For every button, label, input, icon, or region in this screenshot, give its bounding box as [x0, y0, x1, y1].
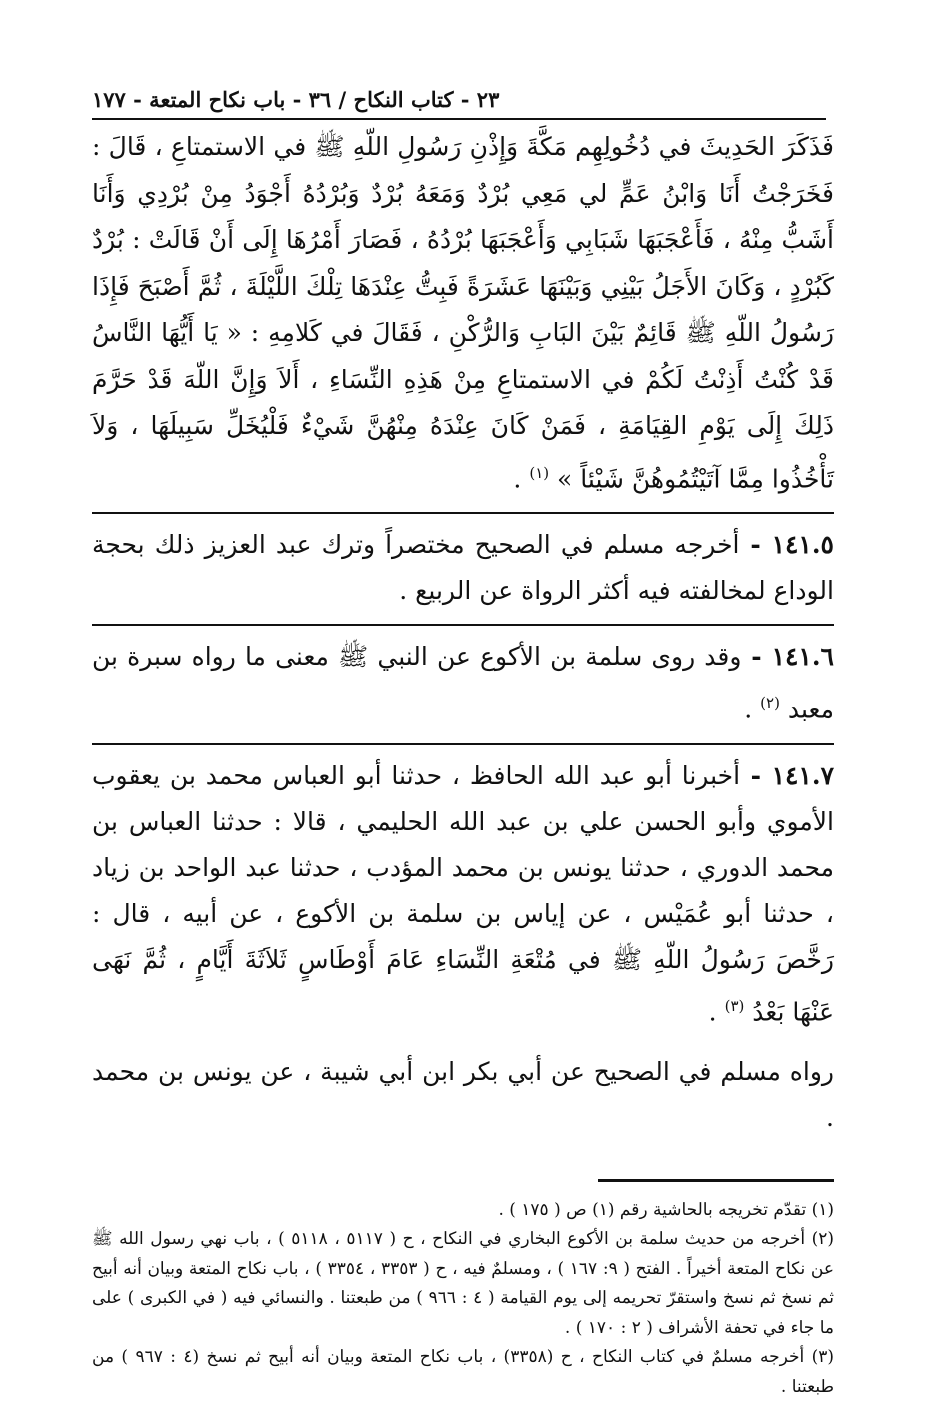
- footnote-3: (٣) أخرجه مسلمٌ في كتاب النكاح ، ح (٣٣٥٨) ، باب نكاح المتعة وبيان أنه أبيح ثم نسخ (٤ : ٩٦٧ ) من طبعتنا .: [92, 1347, 835, 1397]
- paragraph-number: ١٤١.٥ -: [739, 530, 834, 560]
- paragraph-number: ١٤١.٦ -: [741, 642, 834, 672]
- running-title: ٢٣ - كتاب النكاح / ٣٦ - باب نكاح المتعة - ١٧٧: [92, 87, 500, 112]
- section-divider: [92, 743, 834, 745]
- section-divider: [92, 512, 834, 514]
- book-page: [92, 86, 835, 1397]
- paragraph-end: .: [744, 694, 761, 724]
- section-divider: [92, 624, 834, 626]
- paragraph-riwaya: [92, 1049, 834, 1141]
- paragraph-text: رواه مسلم في الصحيح عن أبي بكر ابن أبي شيبة ، عن يونس بن محمد .: [92, 1056, 834, 1132]
- footnote-ref-2: (٢): [760, 694, 780, 713]
- paragraph-141-7: [92, 753, 834, 1035]
- paragraph-end: .: [708, 996, 725, 1026]
- paragraph-text: أخبرنا أبو عبد الله الحافظ ، حدثنا أبو العباس محمد بن يعقوب الأموي وأبو الحسن علي بن عبد الله الحليمي ، قالا : حدثنا العباس بن محمد الدوري ، حدثنا يونس بن محمد المؤدب ، حدثنا عبد الواحد بن زياد ، حدثنا أبو عُمَيْس ، عن إياس بن سلمة بن الأكوع ، عن أبيه ، قال : رَخَّصَ رَسُولُ اللّهِ ﷺ في مُتْعَةِ النِّسَاءِ عَامَ أَوْطَاسٍ ثَلاَثَةَ أَيَّامٍ ، ثُمَّ نَهَى عَنْهَا بَعْدُ: [92, 760, 834, 1026]
- hadith-end: .: [513, 463, 530, 493]
- hadith-text: فَذَكَرَ الحَدِيثَ في دُخُولِهِم مَكَّةَ وَإِذْنِ رَسُولِ اللّهِ ﷺ في الاستمتاعِ ، قَالَ : فَخَرَجْتُ أَنَا وَابْنُ عَمٍّ لي مَعِي بُرْدٌ وَمَعَهُ بُرْدٌ وَبُرْدُهُ أَجْوَدُ مِنْ بُرْدِي وَأَنَا أَشَبُّ مِنْهُ ، فَأَعْجَبَهَا شَبَابِي وَأَعْجَبَهَا بُرْدُهُ ، فَصَارَ أَمْرُهَا إِلَى أَنْ قَالَتْ : بُرْدٌ كَبُرْدٍ ، وَكَانَ الأَجَلُ بَيْنِي وَبَيْنَهَا عَشَرَةً فَبِتُّ عِنْدَهَا تِلْكَ اللَّيْلَةَ ، ثُمَّ أَصْبَحَ فَإِذَا رَسُولُ اللّهِ ﷺ قَائِمٌ بَيْنَ البَابِ وَالرُّكْنِ ، فَقَالَ في كَلامِهِ : « يَا أَيُّهَا النَّاسُ قَدْ كُنْتُ أَذِنْتُ لَكُمْ في الاستمتاعِ مِنْ هَذِهِ النِّسَاءِ ، أَلاَ وَإِنَّ اللّهَ قَدْ حَرَّمَ ذَلِكَ إِلَى يَوْمِ القِيَامَةِ ، فَمَنْ كَانَ عِنْدَهُ مِنْهُنَّ شَيْءٌ فَلْيُخَلِّ سَبِيلَهَا ، وَلاَ تَأْخُذُوا مِمَّا آتَيْتُمُوهُنَّ شَيْئاً »: [92, 132, 834, 493]
- footnote-ref-1: (١): [529, 463, 550, 482]
- running-header: [92, 86, 826, 120]
- footnote-separator: [598, 1179, 834, 1182]
- footnote-ref-3: (٣): [724, 996, 745, 1015]
- footnotes: [92, 1196, 834, 1402]
- paragraph-text: أخرجه مسلم في الصحيح مختصراً وترك عبد العزيز ذلك بحجة الوداع لمخالفته فيه أكثر الرواة عن الربيع .: [92, 530, 834, 606]
- footnote-2: (٢) أخرجه من حديث سلمة بن الأكوع البخاري في النكاح ، ح ( ٥١١٧ ، ٥١١٨ ) ، باب نهي رسول الله ﷺ عن نكاح المتعة أخيراً . الفتح ( ٩: ١٦٧ ) ، ومسلمٌ فيه ، ح ( ٣٣٥٣ ، ٣٣٥٤ ) ، باب نكاح المتعة وبيان أنه أبيح ثم نسخ ثم نسخ واستقرّ تحريمه إلى يوم القيامة ( ٤ : ٩٦٦ ) من طبعتنا . والنسائي فيه ( في الكبرى ) على ما جاء في تحفة الأشراف ( ٢ : ١٧٠ ) .: [92, 1229, 834, 1338]
- paragraph-number: ١٤١.٧ -: [740, 760, 834, 790]
- hadith-text-block: [92, 124, 834, 502]
- paragraph-141-5: [92, 522, 834, 614]
- footnote-1: (١) تقدّم تخريجه بالحاشية رقم (١) ص ( ١٧٥ ) .: [498, 1199, 834, 1220]
- paragraph-text: وقد روى سلمة بن الأكوع عن النبي ﷺ معنى ما رواه سبرة بن معبد: [92, 642, 834, 724]
- paragraph-141-6: [92, 634, 834, 732]
